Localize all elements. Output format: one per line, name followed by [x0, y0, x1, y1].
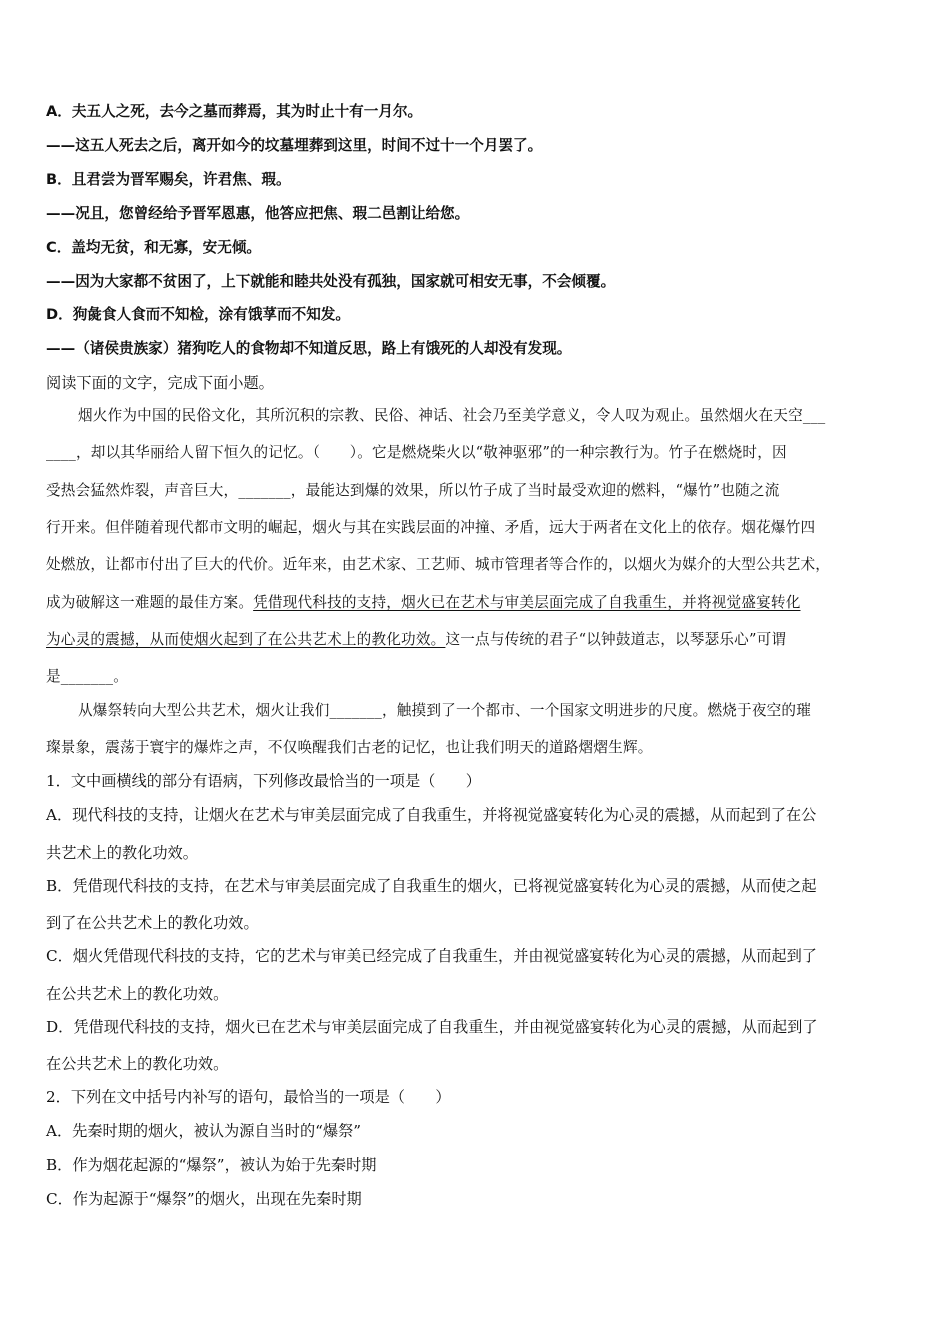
question-2-stem: 2．下列在文中括号内补写的语句，最恰当的一项是（ ）: [46, 1088, 451, 1106]
passage-line: [46, 630, 786, 650]
passage-line: 从爆祭转向大型公共艺术，烟火让我们_______，触摸到了一个都市、一个国家文明进步的尺度。燃烧于夜空的璀: [78, 702, 811, 719]
passage-line: 烟火作为中国的民俗文化，其所沉积的宗教、民俗、神话、社会乃至美学意义，令人叹为观止。虽然烟火在天空___: [78, 407, 826, 424]
q1-option-b-cont: 到了在公共艺术上的教化功效。: [46, 914, 259, 932]
q2-option-b: B．作为烟花起源的“爆祭”，被认为始于先秦时期: [46, 1156, 377, 1174]
option-b-text: B．且君尝为晋军赐矣，许君焦、瑕。: [46, 171, 291, 188]
passage-line: ____，却以其华丽给人留下恒久的记忆。（ ）。它是燃烧柴火以“敬神驱邪”的一种宗教行为。竹子在燃烧时，因: [46, 444, 787, 461]
q1-option-d-cont: 在公共艺术上的教化功效。: [46, 1055, 229, 1073]
q1-option-c: C．烟火凭借现代科技的支持，它的艺术与审美已经完成了自我重生，并由视觉盛宴转化为心灵的震撼，从而起到了: [46, 947, 817, 965]
option-c-text: C．盖均无贫，和无寡，安无倾。: [46, 239, 262, 256]
passage-line: 行开来。但伴随着现代都市文明的崛起，烟火与其在实践层面的冲撞、矛盾，远大于两者在文化上的依存。烟花爆竹四: [46, 519, 816, 536]
q2-option-c: C．作为起源于“爆祭”的烟火，出现在先秦时期: [46, 1190, 362, 1208]
underlined-sentence: 凭借现代科技的支持，烟火已在艺术与审美层面完成了自我重生，并将视觉盛宴转化: [253, 594, 801, 611]
option-a-translation: ——这五人死去之后，离开如今的坟墓埋葬到这里，时间不过十一个月罢了。: [46, 137, 543, 154]
passage-line: [46, 593, 801, 613]
q1-option-a: A．现代科技的支持，让烟火在艺术与审美层面完成了自我重生，并将视觉盛宴转化为心灵的震撼，从而起到了在公: [46, 806, 817, 824]
q1-option-a-cont: 共艺术上的教化功效。: [46, 844, 198, 862]
option-b-translation: ——况且，您曾经给予晋军恩惠，他答应把焦、瑕二邑割让给您。: [46, 205, 470, 222]
passage-line: 处燃放，让都市付出了巨大的代价。近年来，由艺术家、工艺师、城市管理者等合作的，以烟火为媒介的大型公共艺术，: [46, 556, 831, 573]
underlined-sentence: 为心灵的震撼，从而使烟火起到了在公共艺术上的教化功效。: [46, 631, 446, 648]
q1-option-c-cont: 在公共艺术上的教化功效。: [46, 985, 229, 1003]
option-c-translation: ——因为大家都不贫困了，上下就能和睦共处没有孤独，国家就可相安无事，不会倾覆。: [46, 273, 616, 290]
reading-instruction: 阅读下面的文字，完成下面小题。: [46, 374, 274, 392]
option-d-translation: ——（诸侯贵族家）猪狗吃人的食物却不知道反思，路上有饿死的人却没有发现。: [46, 340, 572, 357]
q1-option-d: D．凭借现代科技的支持，烟火已在艺术与审美层面完成了自我重生，并由视觉盛宴转化为心灵的震撼，从而起到了: [46, 1018, 818, 1036]
passage-line: 璨景象，震荡于寰宇的爆炸之声，不仅唤醒我们古老的记忆，也让我们明天的道路熠熠生辉。: [46, 739, 653, 756]
option-a-text: A．夫五人之死，去今之墓而葬焉，其为时止十有一月尔。: [46, 103, 423, 120]
passage-line: 是_______。: [46, 668, 129, 685]
q1-option-b: B．凭借现代科技的支持，在艺术与审美层面完成了自我重生的烟火，已将视觉盛宴转化为心灵的震撼，从而使之起: [46, 877, 817, 895]
question-1-stem: 1．文中画横线的部分有语病，下列修改最恰当的一项是（ ）: [46, 772, 481, 790]
option-d-text: D．狗彘食人食而不知检，涂有饿莩而不知发。: [46, 306, 350, 323]
passage-plain-text: 成为破解这一难题的最佳方案。: [46, 594, 254, 611]
passage-plain-text: 这一点与传统的君子“以钟鼓道志，以琴瑟乐心”可谓: [445, 631, 787, 648]
passage-line: 受热会猛然炸裂，声音巨大，_______，最能达到爆的效果，所以竹子成了当时最受欢迎的燃料，“爆竹”也随之流: [46, 482, 780, 499]
q2-option-a: A．先秦时期的烟火，被认为源自当时的“爆祭”: [46, 1122, 362, 1140]
